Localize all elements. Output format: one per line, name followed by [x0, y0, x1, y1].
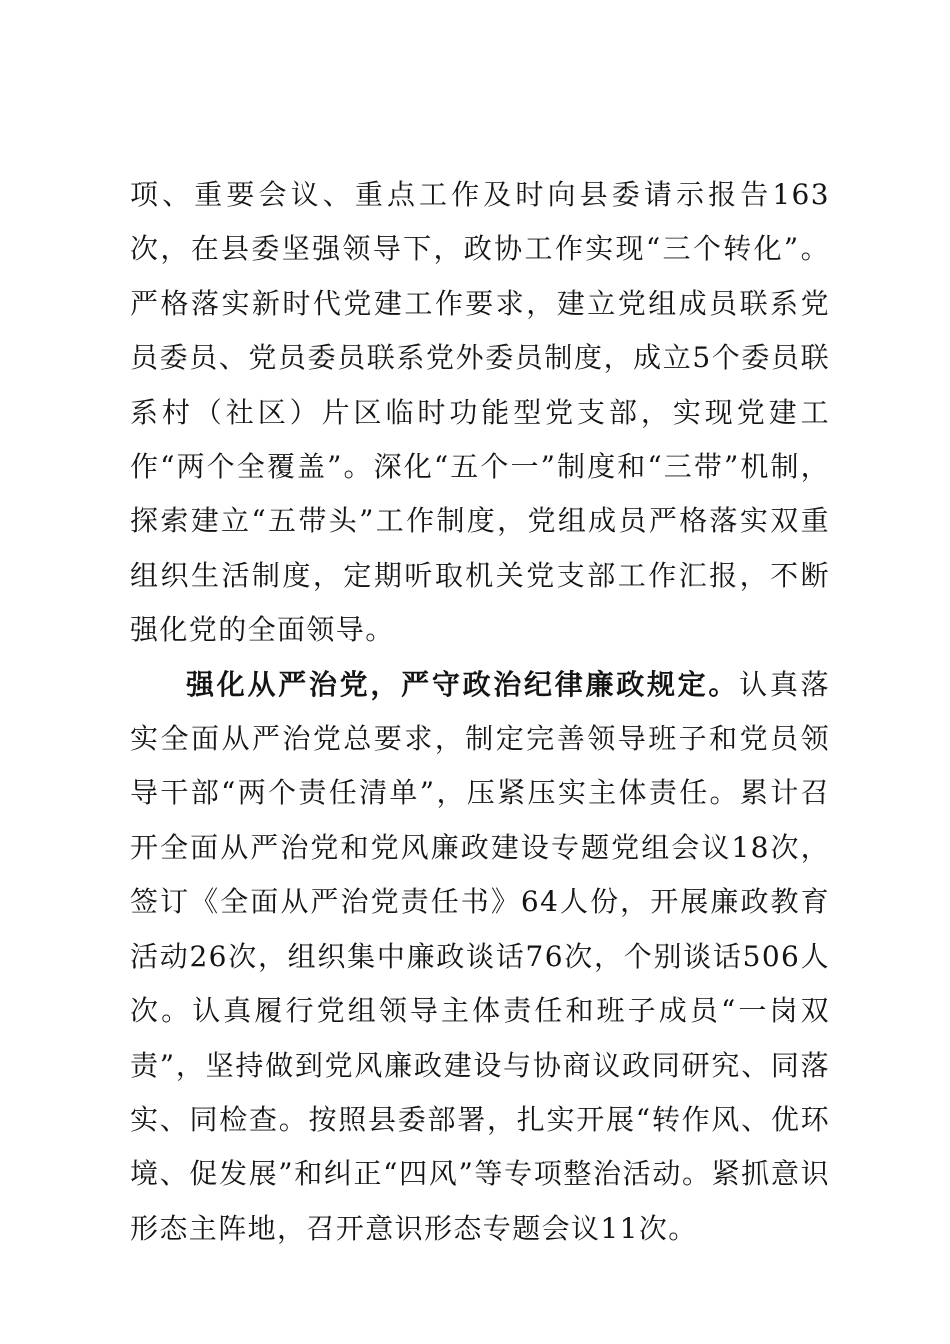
document-page [130, 168, 830, 1256]
paragraph-discipline [130, 658, 830, 1256]
paragraph-continued [130, 168, 830, 658]
paragraph-text: 认真落实全面从严治党总要求，制定完善领导班子和党员领导干部“两个责任清单”，压紧压实主体责任。累计召开全面从严治党和党风廉政建设专题党组会议18次，签订《全面从严治党责任书》64人份，开展廉政教育活动26次，组织集中廉政谈话76次，个别谈话506人次。认真履行党组领导主体责任和班子成员“一岗双责”，坚持做到党风廉政建设与协商议政同研究、同落实、同检查。按照县委部署，扎实开展“转作风、优环境、促发展”和纠正“四风”等专项整治活动。紧抓意识形态主阵地，召开意识形态专题会议11次。 [130, 667, 831, 1245]
paragraph-text: 项、重要会议、重点工作及时向县委请示报告163次，在县委坚强领导下，政协工作实现“三个转化”。严格落实新时代党建工作要求，建立党组成员联系党员委员、党员委员联系党外委员制度，成立5个委员联系村（社区）片区临时功能型党支部，实现党建工作“两个全覆盖”。深化“五个一”制度和“三带”机制，探索建立“五带头”工作制度，党组成员严格落实双重组织生活制度，定期听取机关党支部工作汇报，不断强化党的全面领导。 [130, 178, 830, 647]
paragraph-lead-heading: 强化从严治党，严守政治纪律廉政规定。 [186, 667, 740, 701]
